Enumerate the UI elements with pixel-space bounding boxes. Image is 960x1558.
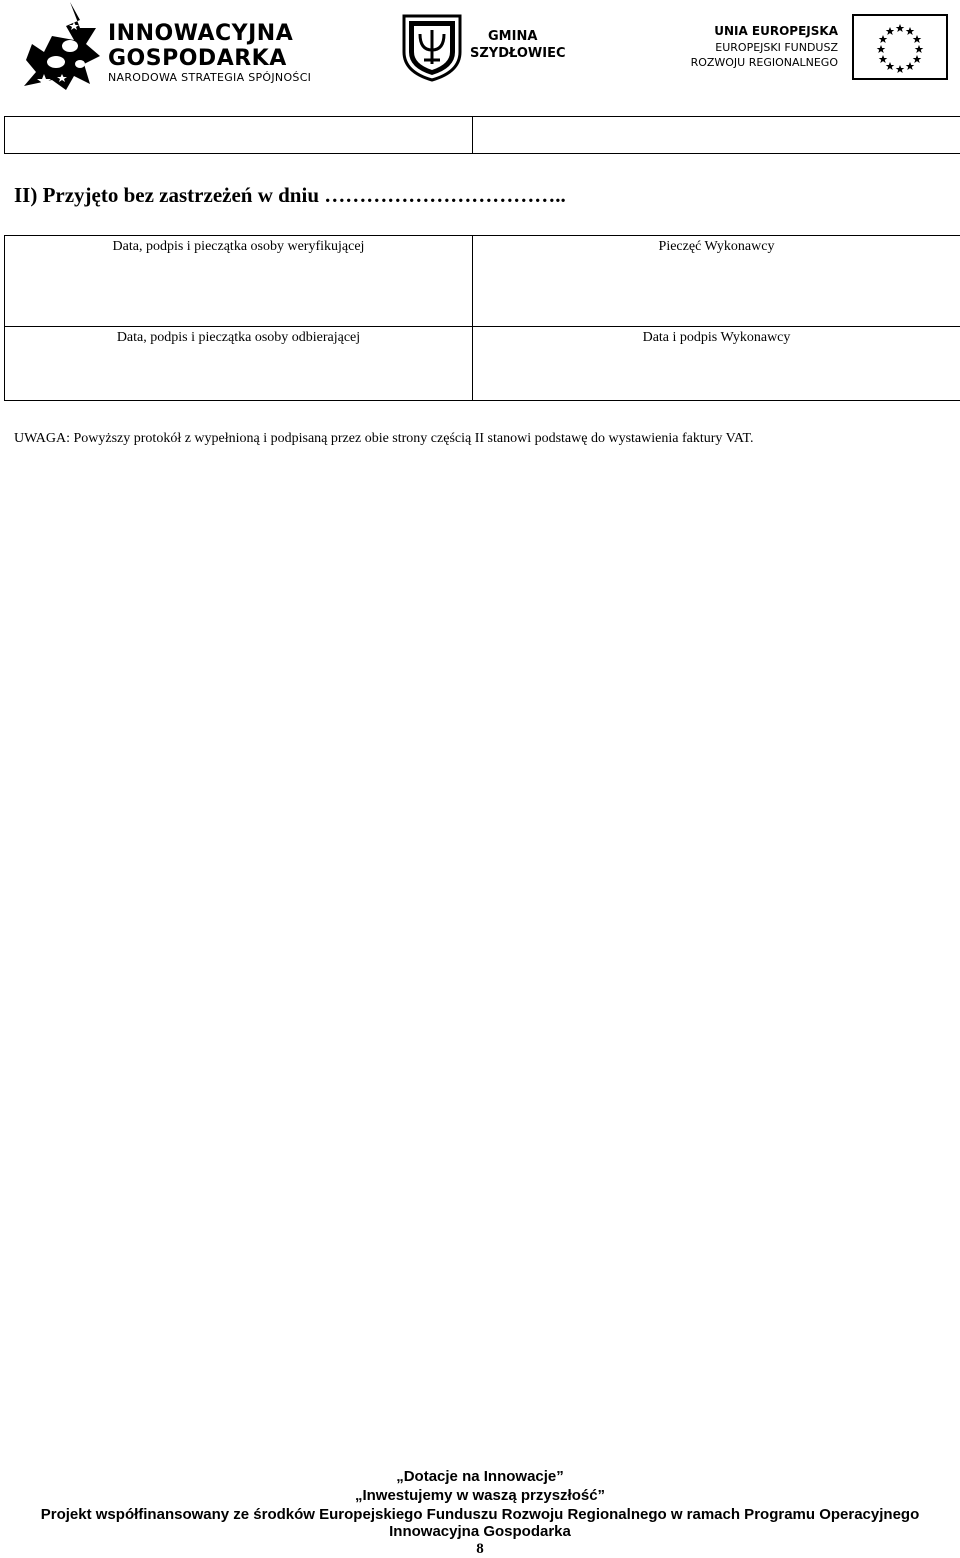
footer-program-name: Innowacyjna Gospodarka [0,1522,960,1542]
ig-logo-line3: NARODOWA STRATEGIA SPÓJNOŚCI [108,71,311,85]
receiver-signature-cell [5,327,473,401]
note-text: UWAGA: Powyższy protokół z wypełnioną i podpisaną przez obie strony częścią II stanowi podstawę do wystawienia faktury VAT. [14,430,754,448]
gmina-szydlowiec-logo [400,12,590,84]
eu-logo-line3: ROZWOJU REGIONALNEGO [691,56,838,70]
eu-flag-icon [852,14,948,80]
eu-logo [684,14,950,84]
page-number: 8 [0,1540,960,1558]
header-table [4,116,960,154]
contractor-signature-label: Data i podpis Wykonawcy [473,327,960,346]
contractor-stamp-cell [473,236,960,327]
coat-of-arms-icon [400,12,464,82]
contractor-stamp-label: Pieczęć Wykonawcy [473,236,960,255]
footer-slogan-1: „Dotacje na Innowacje” [0,1467,960,1487]
signature-table [4,235,960,401]
innowacyjna-gospodarka-emblem-icon [22,0,106,94]
gmina-logo-line2: SZYDŁOWIEC [470,46,566,62]
footer-slogan-2: „Inwestujemy w waszą przyszłość” [0,1486,960,1506]
footer-funding-note: Projekt współfinansowany ze środków Europejskiego Funduszu Rozwoju Regionalnego w ramach Programu Operacyjnego [0,1505,960,1525]
eu-logo-line1: UNIA EUROPEJSKA [714,24,838,39]
section-title: II) Przyjęto bez zastrzeżeń w dniu …………………………….. [14,182,566,208]
ig-logo-line2: GOSPODARKA [108,47,287,71]
verifier-signature-cell [5,236,473,327]
header-table-cell-right [473,117,960,154]
eu-logo-line2: EUROPEJSKI FUNDUSZ [715,41,838,55]
gmina-logo-line1: GMINA [488,29,537,45]
header-table-cell-left [5,117,473,154]
innowacyjna-gospodarka-logo [22,0,322,94]
receiver-signature-label: Data, podpis i pieczątka osoby odbierającej [5,327,472,346]
verifier-signature-label: Data, podpis i pieczątka osoby weryfikującej [5,236,472,255]
contractor-signature-cell [473,327,960,401]
ig-logo-line1: INNOWACYJNA [108,22,293,46]
